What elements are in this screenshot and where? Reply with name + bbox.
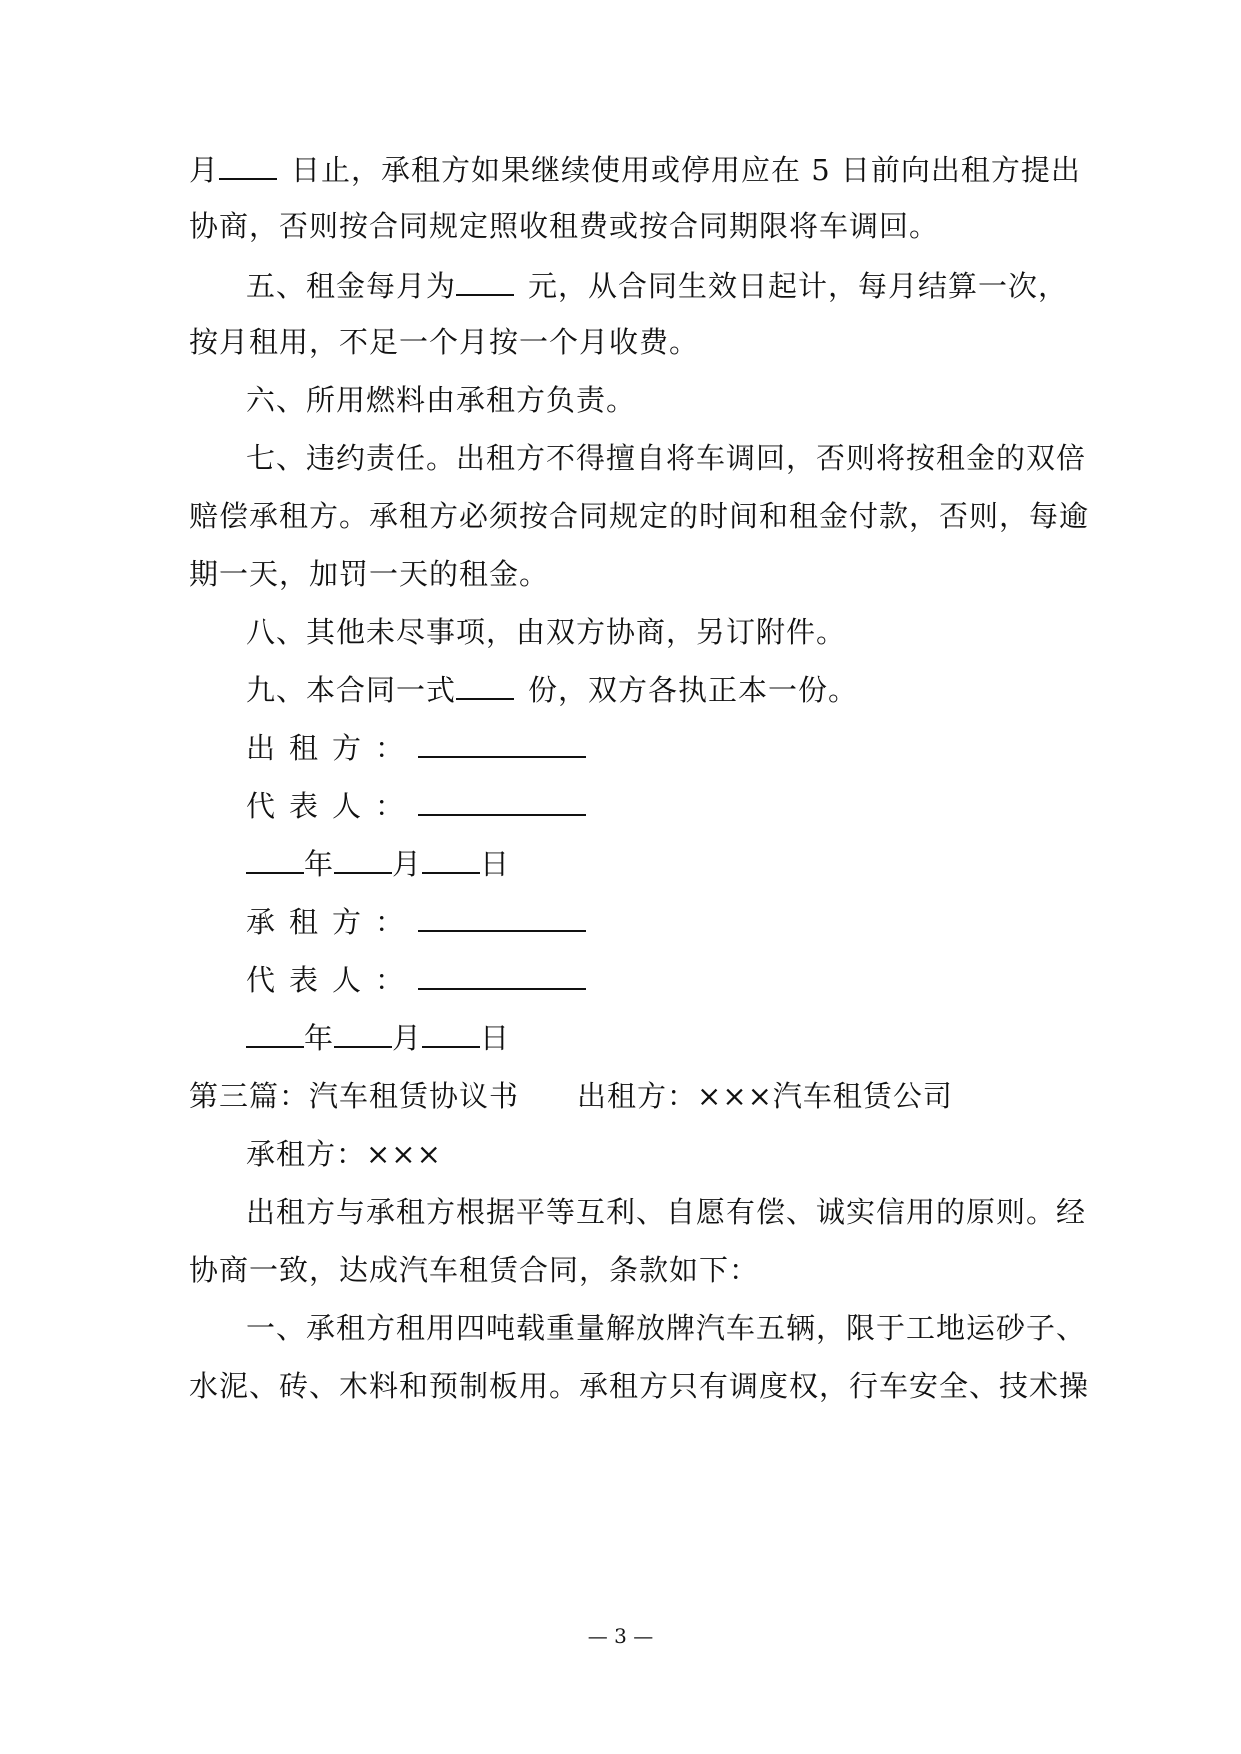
paragraph-line: 期一天，加罚一天的租金。 [189, 557, 550, 591]
signature-blank [418, 962, 586, 990]
clause-9 [246, 670, 858, 710]
text: 五、租金每月为 [246, 269, 457, 303]
paragraph-line [189, 150, 1081, 190]
paragraph-line: 协商，否则按合同规定照收租费或按合同期限将车调回。 [189, 209, 940, 243]
day-blank [422, 1020, 480, 1048]
paragraph-line: 赔偿承租方。承租方必须按合同规定的时间和租金付款，否则，每逾 [189, 499, 1090, 533]
part3-heading-line [189, 1076, 953, 1116]
lessee-label: 承租方： [246, 905, 419, 939]
month-label: 月 [392, 1021, 423, 1055]
month-blank [334, 846, 392, 874]
text: 月 [189, 153, 220, 187]
fill-blank [456, 672, 514, 700]
day-label: 日 [480, 1021, 511, 1055]
fill-blank [219, 152, 277, 180]
clause-8: 八、其他未尽事项，由双方协商，另订附件。 [246, 615, 847, 649]
signature-blank [418, 904, 586, 932]
representative-label: 代表人： [246, 789, 419, 823]
year-label: 年 [304, 847, 335, 881]
text: 份，双方各执正本一份。 [528, 673, 859, 707]
clause-7: 七、违约责任。出租方不得擅自将车调回，否则将按租金的双倍 [246, 441, 1087, 475]
lessee-signature-line [246, 902, 586, 942]
clause-5 [246, 266, 1068, 306]
lessor-label: 出租方： [246, 731, 419, 765]
date-line [246, 844, 510, 884]
part3-lessor: 出租方：×××汽车租赁公司 [577, 1079, 953, 1113]
page-number: — 3 — [587, 1624, 654, 1648]
text: 九、本合同一式 [246, 673, 457, 707]
part3-title: 第三篇：汽车租赁协议书 [189, 1079, 520, 1113]
date-line [246, 1018, 510, 1058]
text: 元，从合同生效日起计，每月结算一次， [528, 269, 1069, 303]
paragraph-line: 水泥、砖、木料和预制板用。承租方只有调度权，行车安全、技术操 [189, 1369, 1090, 1403]
paragraph-line: 按月租用，不足一个月按一个月收费。 [189, 325, 700, 359]
representative-label: 代表人： [246, 963, 419, 997]
lessor-signature-line [246, 728, 586, 768]
day-label: 日 [480, 847, 511, 881]
signature-blank [418, 788, 586, 816]
year-blank [246, 1020, 304, 1048]
signature-blank [418, 730, 586, 758]
clause-1: 一、承租方租用四吨载重量解放牌汽车五辆，限于工地运砂子、 [246, 1311, 1087, 1345]
part3-lessee: 承租方：××× [246, 1137, 442, 1171]
clause-6: 六、所用燃料由承租方负责。 [246, 383, 637, 417]
year-blank [246, 846, 304, 874]
rep2-signature-line [246, 960, 586, 1000]
paragraph-line: 出租方与承租方根据平等互利、自愿有偿、诚实信用的原则。经 [246, 1195, 1087, 1229]
text: 日止，承租方如果继续使用或停用应在 5 日前向出租方提出 [291, 153, 1081, 187]
rep1-signature-line [246, 786, 586, 826]
day-blank [422, 846, 480, 874]
paragraph-line: 协商一致，达成汽车租赁合同，条款如下： [189, 1253, 760, 1287]
fill-blank [456, 268, 514, 296]
month-blank [334, 1020, 392, 1048]
month-label: 月 [392, 847, 423, 881]
year-label: 年 [304, 1021, 335, 1055]
